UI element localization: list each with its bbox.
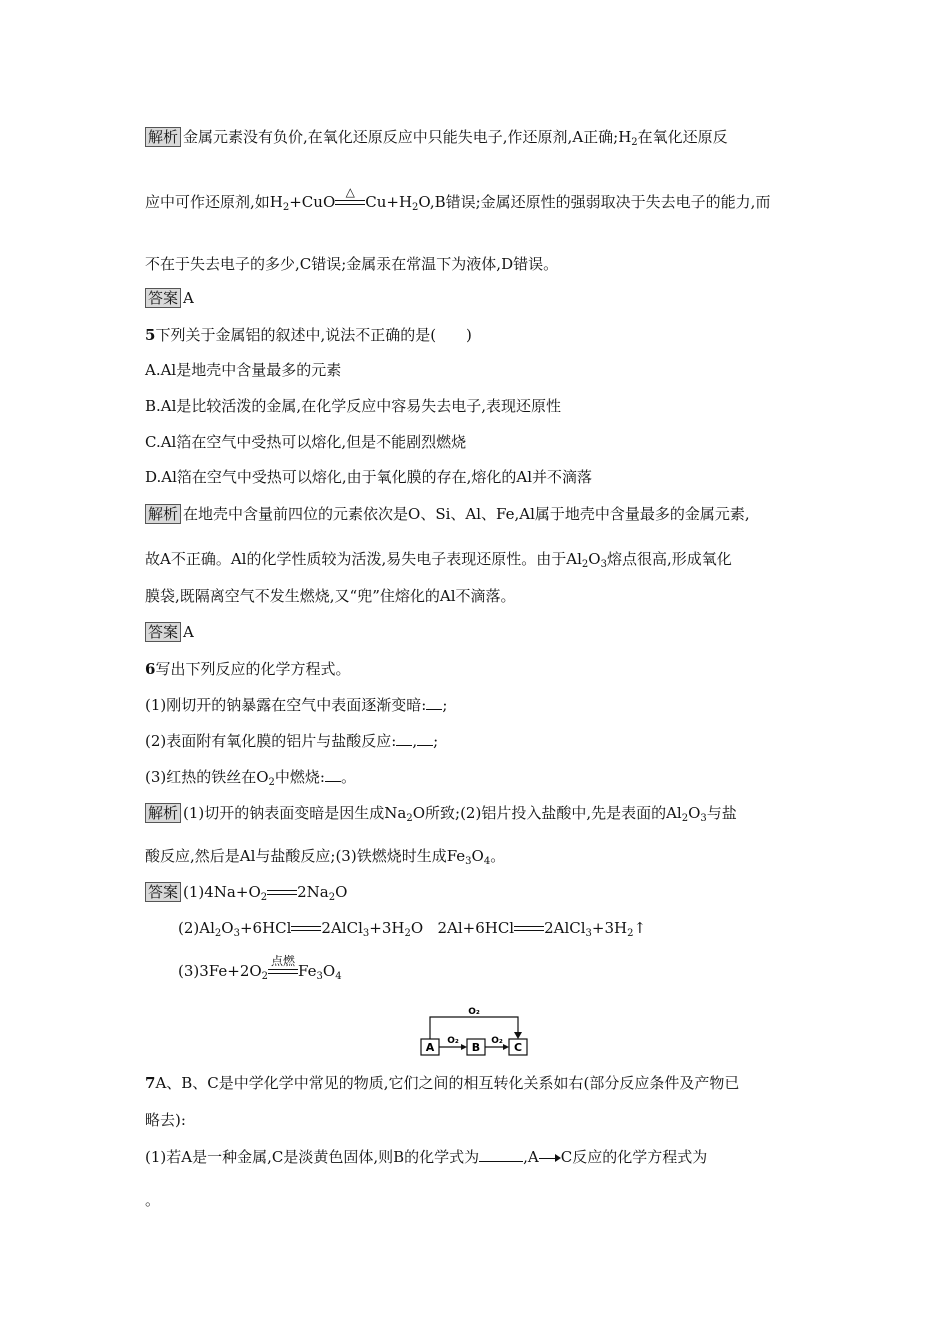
analysis-tag: 解析: [145, 803, 181, 823]
q6-part-1: (1)刚切开的钠暴露在空气中表面逐渐变暗: ;: [145, 696, 448, 714]
arrow-a-b-head: [461, 1044, 467, 1050]
reaction-equals-sign: [268, 954, 298, 977]
question-number: 5: [145, 326, 156, 344]
question-number: 7: [145, 1074, 156, 1092]
q6-answer-1: 答案 $(1)4Na+O_2$ $2Na_2O$: [145, 882, 347, 902]
answer-tag: 答案: [145, 882, 181, 902]
conversion-diagram: [415, 1005, 535, 1061]
q6-part-3: (3)红热的铁丝在$O_2$中燃烧: 。: [145, 768, 356, 788]
analysis-tag: 解析: [145, 504, 181, 524]
q5-analysis-line-1: 解析 在地壳中含量前四位的元素依次是O、Si、Al、Fe,Al属于地壳中含量最多的金属元素,: [145, 504, 750, 524]
answer-blank[interactable]: [426, 695, 442, 710]
answer-tag: 答案: [145, 622, 181, 642]
reaction-arrow-icon: [539, 1153, 561, 1163]
box-b-label: B: [471, 1041, 481, 1054]
answer-blank[interactable]: [479, 1147, 523, 1162]
ignite-condition: 点燃: [271, 954, 296, 968]
q6-analysis-line-2: 酸反应,然后是Al与盐酸反应;(3)铁燃烧时生成$Fe_3O_4$。: [145, 847, 506, 867]
answer-blank[interactable]: [417, 731, 433, 746]
o2-label-ab: O₂: [447, 1036, 459, 1046]
q5-option-c: C.Al箔在空气中受热可以熔化,但是不能剧烈燃烧: [145, 433, 467, 451]
q7-part-1-end: 。: [145, 1191, 161, 1209]
arrow-b-c-head: [503, 1044, 509, 1050]
q7-stem-line-1: 7A、B、C是中学化学中常见的物质,它们之间的相互转化关系如右(部分反应条件及产物已: [145, 1074, 740, 1092]
gas-arrow-icon: ↑: [633, 919, 647, 937]
q5-option-a: A.Al是地壳中含量最多的元素: [145, 361, 342, 379]
q4-analysis-line-2: 应中可作还原剂,如$H_2+CuO$ △ $Cu+H_2O,B$错误;金属还原性的强弱取决于失去电子的能力,而: [145, 192, 770, 212]
q4-analysis-line-1: 解析 金属元素没有负价,在氧化还原反应中只能失电子,作还原剂,A正确$;H_2$在氧化还原反: [145, 127, 728, 147]
o2-label-top: O₂: [468, 1007, 480, 1017]
top-arrow-head: [514, 1032, 522, 1039]
q5-option-d: D.Al箔在空气中受热可以熔化,由于氧化膜的存在,熔化的Al并不滴落: [145, 468, 593, 486]
reaction-equals-sign: [514, 924, 544, 934]
q6-analysis-line-1: 解析 (1)切开的钠表面变暗是因生成$Na_2O$所致;(2)铝片投入盐酸中,先是表面的$Al_2O_3$与盐: [145, 803, 737, 823]
q5-analysis-line-3: 膜袋,既隔离空气不发生燃烧,又“兜”住熔化的Al不滴落。: [145, 587, 516, 605]
answer-blank[interactable]: [396, 731, 412, 746]
reaction-equals-sign: [291, 924, 321, 934]
o2-label-bc: O₂: [491, 1036, 503, 1046]
answer-blank[interactable]: [325, 767, 341, 782]
heat-condition: △: [345, 185, 355, 199]
q7-stem-line-2: 略去):: [145, 1111, 186, 1129]
reaction-equals-sign: [267, 888, 297, 898]
q4-analysis-line-3: 不在于失去电子的多少,C错误;金属汞在常温下为液体,D错误。: [145, 255, 559, 273]
q6-stem: 6写出下列反应的化学方程式。: [145, 660, 351, 678]
q4-answer: 答案 A: [145, 288, 194, 308]
box-c-label: C: [513, 1041, 523, 1054]
q5-stem: 5下列关于金属铝的叙述中,说法不正确的是( ): [145, 326, 472, 344]
q5-analysis-line-2: 故A不正确。Al的化学性质较为活泼,易失电子表现还原性。由于$Al_2O_3$熔点很高,形成氧化: [145, 550, 732, 570]
q5-option-b: B.Al是比较活泼的金属,在化学反应中容易失去电子,表现还原性: [145, 397, 561, 415]
q5-answer: 答案 A: [145, 622, 194, 642]
q6-answer-3: $(3)3Fe+2O_2$ 点燃 $Fe_3O_4$: [178, 961, 342, 981]
reaction-equals-sign: [335, 185, 365, 208]
box-a-label: A: [425, 1041, 435, 1054]
answer-tag: 答案: [145, 288, 181, 308]
q7-part-1: (1)若A是一种金属,C是淡黄色固体,则B的化学式为 ,A C反应的化学方程式为: [145, 1148, 708, 1166]
question-number: 6: [145, 660, 156, 678]
q6-part-2: (2)表面附有氧化膜的铝片与盐酸反应: , ;: [145, 732, 439, 750]
analysis-tag: 解析: [145, 127, 181, 147]
q6-answer-2: $(2)Al_2O_3+6HCl$ $2AlCl_3+3H_2O$ 2Al+6HCl $2AlCl_3+3H_2↑$: [178, 919, 647, 939]
